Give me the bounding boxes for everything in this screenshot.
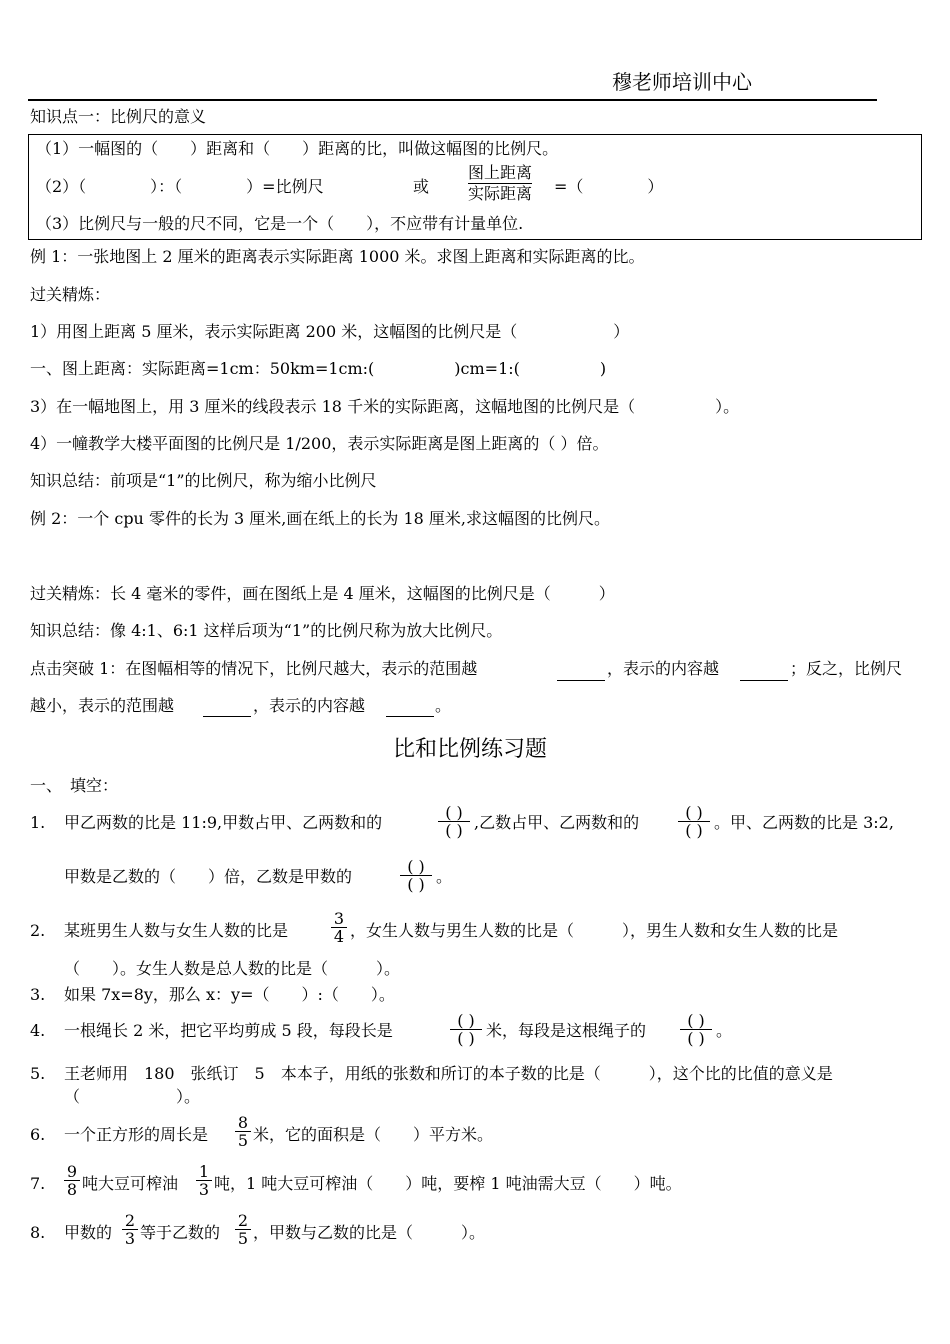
- q8-text-c: ，甲数与乙数的比是（ ）。: [253, 1223, 486, 1242]
- fraction-numerator: ( ): [407, 857, 425, 876]
- fraction-numerator: ( ): [687, 1011, 705, 1030]
- fraction-denominator: 8: [66, 1180, 78, 1199]
- fraction-3-4: [331, 910, 347, 945]
- definition-line-1: （1）一幅图的（ ）距离和（ ）距离的比，叫做这幅图的比例尺。: [36, 139, 559, 158]
- q5-text-a: 王老师用 180 张纸订 5 本本子，用纸的张数和所订的本子数的比是（ ），这个比的比值的意义是: [64, 1064, 833, 1083]
- part-heading: 一、 填空：: [30, 776, 119, 795]
- blank-fraction: [678, 804, 710, 839]
- blank-line: [740, 680, 788, 681]
- org-name: 穆老师培训中心: [612, 70, 752, 94]
- fraction-denominator: 3: [124, 1229, 136, 1248]
- q8-text-a: 甲数的: [64, 1223, 113, 1242]
- definition-line-2a: （2）（ ）：（ ）=比例尺: [36, 177, 324, 196]
- fraction-numerator: 2: [237, 1211, 249, 1230]
- q3-text: 如果 7x=8y，那么 x：y=（ ）:（ ）。: [64, 985, 395, 1004]
- q1-text-c: 。甲、乙两数的比是 3:2,: [714, 813, 894, 832]
- fraction-numerator: ( ): [457, 1011, 475, 1030]
- fraction-numerator: 图上距离: [468, 163, 533, 182]
- q7-text-b: 吨，1 吨大豆可榨油（ ）吨，要榨 1 吨油需大豆（ ）吨。: [214, 1174, 682, 1193]
- practice-item-4: 4）一幢教学大楼平面图的比例尺是 1/200，表示实际距离是图上距离的（ ）倍。: [30, 434, 609, 453]
- summary-1: 知识总结：前项是“1”的比例尺，称为缩小比例尺: [30, 471, 377, 490]
- question-number: 4.: [30, 1021, 46, 1040]
- definition-or: 或: [413, 177, 430, 196]
- fraction-2-3: [122, 1212, 138, 1247]
- question-number: 5.: [30, 1064, 46, 1083]
- question-number: 8.: [30, 1223, 46, 1242]
- fraction-denominator: ( ): [407, 875, 425, 894]
- q2-text-b: ，女生人数与男生人数的比是（ ），男生人数和女生人数的比是: [350, 921, 839, 940]
- q1-text-e: 。: [436, 867, 453, 886]
- fraction-denominator: 实际距离: [468, 184, 533, 203]
- q4-text-c: 。: [716, 1021, 733, 1040]
- q1-text-d: 甲数是乙数的（ ）倍，乙数是甲数的: [64, 867, 353, 886]
- fraction-numerator: ( ): [445, 803, 463, 822]
- fraction-numerator: 1: [198, 1162, 210, 1181]
- fraction-numerator: 8: [237, 1113, 249, 1132]
- definition-line-3: （3）比例尺与一般的尺不同，它是一个（ ），不应带有计量单位.: [36, 214, 524, 233]
- exercise-title: 比和比例练习题: [393, 737, 548, 762]
- practice-2: 过关精炼：长 4 毫米的零件，画在图纸上是 4 厘米，这幅图的比例尺是（ ）: [30, 584, 615, 603]
- fraction-denominator: ( ): [685, 821, 703, 840]
- header-rule: [28, 99, 877, 101]
- q1-text-a: 甲乙两数的比是 11:9,甲数占甲、乙两数和的: [64, 813, 383, 832]
- q6-text-a: 一个正方形的周长是: [64, 1125, 209, 1144]
- fraction-9-8: [64, 1163, 80, 1198]
- fraction-8-5: [235, 1114, 251, 1149]
- blank-fraction: [438, 804, 470, 839]
- q2-text-a: 某班男生人数与女生人数的比是: [64, 921, 289, 940]
- fraction-denominator: 5: [237, 1229, 249, 1248]
- breakthrough-text-d: 越小，表示的范围越: [30, 696, 175, 715]
- q7-text-a: 吨大豆可榨油: [82, 1174, 179, 1193]
- fraction-denominator: 4: [333, 927, 345, 946]
- summary-2: 知识总结：像 4:1、6:1 这样后项为“1”的比例尺称为放大比例尺。: [30, 621, 503, 640]
- fraction-denominator: ( ): [457, 1029, 475, 1048]
- section-heading: 知识点一：比例尺的意义: [30, 107, 207, 126]
- example-2: 例 2：一个 cpu 零件的长为 3 厘米,画在纸上的长为 18 厘米,求这幅图的比例尺。: [30, 509, 611, 528]
- q4-text-a: 一根绳长 2 米，把它平均剪成 5 段，每段长是: [64, 1021, 393, 1040]
- question-number: 2.: [30, 921, 46, 940]
- fraction-denominator: 3: [198, 1180, 210, 1199]
- fraction-1-3: [196, 1163, 212, 1198]
- definition-fraction: [468, 163, 532, 204]
- question-number: 6.: [30, 1125, 46, 1144]
- practice-item-1: 1）用图上距离 5 厘米，表示实际距离 200 米，这幅图的比例尺是（ ）: [30, 322, 630, 341]
- fraction-numerator: 9: [66, 1162, 78, 1181]
- fraction-denominator: 5: [237, 1131, 249, 1150]
- fraction-2-5: [235, 1212, 251, 1247]
- question-number: 3.: [30, 985, 46, 1004]
- blank-fraction: [680, 1012, 712, 1047]
- fraction-numerator: 3: [333, 909, 345, 928]
- question-number: 1.: [30, 813, 46, 832]
- q1-text-b: ,乙数占甲、乙两数和的: [474, 813, 640, 832]
- practice-heading: 过关精炼：: [30, 285, 111, 304]
- breakthrough-text-e: ，表示的内容越: [253, 696, 366, 715]
- example-1: 例 1：一张地图上 2 厘米的距离表示实际距离 1000 米。求图上距离和实际距离的比。: [30, 247, 645, 266]
- breakthrough-text-a: 点击突破 1：在图幅相等的情况下，比例尺越大，表示的范围越: [30, 659, 478, 678]
- q4-text-b: 米，每段是这根绳子的: [486, 1021, 647, 1040]
- fraction-numerator: ( ): [685, 803, 703, 822]
- blank-fraction: [400, 858, 432, 893]
- q5-text-b: （ ）。: [64, 1087, 201, 1106]
- practice-item-2: 一、图上距离：实际距离=1cm：50km=1cm:( )cm=1:( ): [30, 359, 607, 378]
- question-number: 7.: [30, 1174, 46, 1193]
- q6-text-b: 米，它的面积是（ ）平方米。: [253, 1125, 494, 1144]
- q2-text-c: （ ）。女生人数是总人数的比是（ ）。: [64, 959, 401, 978]
- breakthrough-text-f: 。: [435, 696, 452, 715]
- fraction-denominator: ( ): [445, 821, 463, 840]
- practice-item-3: 3）在一幅地图上，用 3 厘米的线段表示 18 千米的实际距离，这幅地图的比例尺是（ ）。: [30, 397, 740, 416]
- breakthrough-text-c: ；反之，比例尺: [790, 659, 903, 678]
- blank-line: [386, 716, 434, 717]
- fraction-numerator: 2: [124, 1211, 136, 1230]
- definition-line-2b: =（ ）: [554, 177, 664, 196]
- fraction-denominator: ( ): [687, 1029, 705, 1048]
- breakthrough-text-b: ，表示的内容越: [607, 659, 720, 678]
- blank-line: [203, 716, 251, 717]
- blank-line: [557, 680, 605, 681]
- q8-text-b: 等于乙数的: [140, 1223, 221, 1242]
- blank-fraction: [450, 1012, 482, 1047]
